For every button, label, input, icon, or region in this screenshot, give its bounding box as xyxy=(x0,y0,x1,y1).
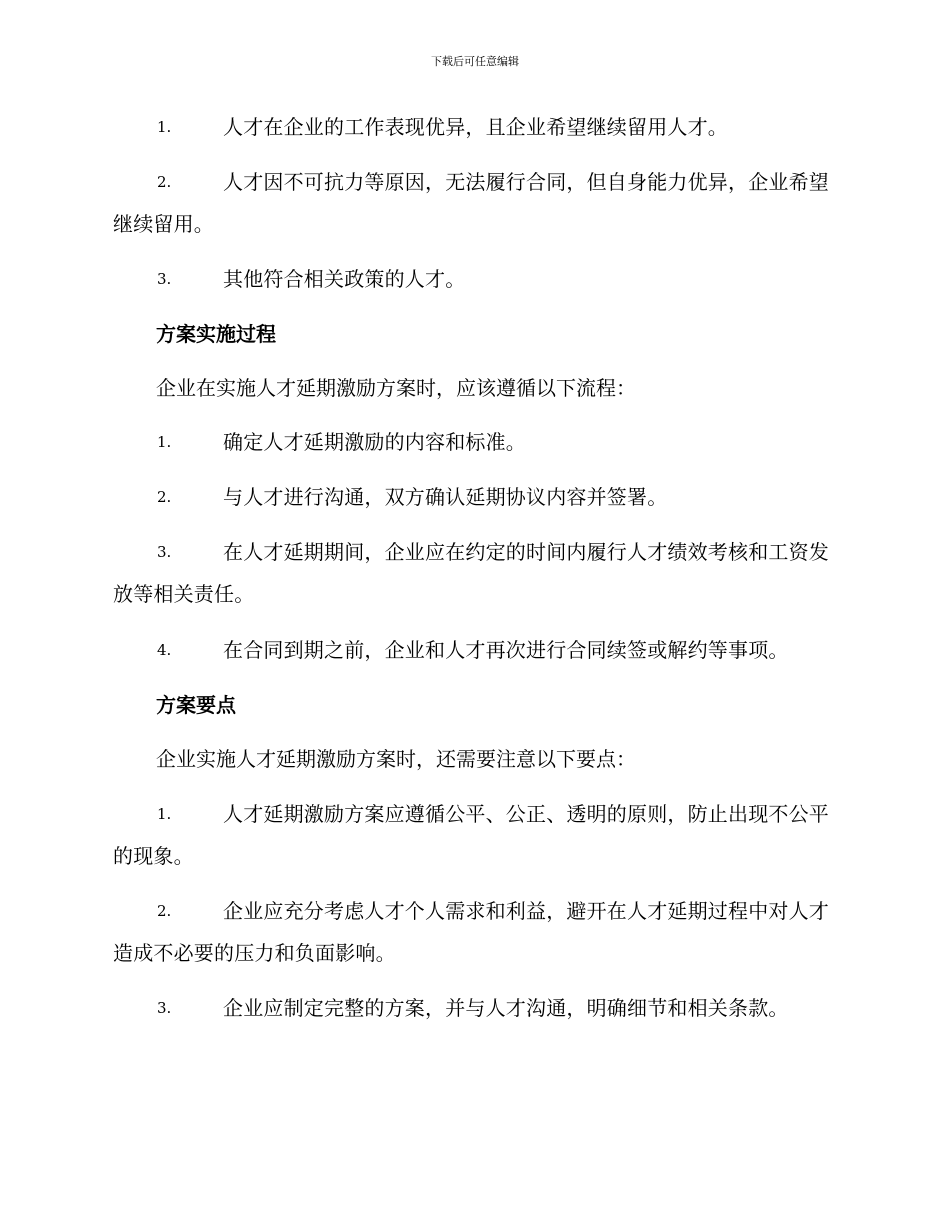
section-intro: 企业实施人才延期激励方案时，还需要注意以下要点： xyxy=(156,747,636,771)
page-header: 下载后可任意编辑 xyxy=(431,55,519,68)
list-number: 3. xyxy=(157,270,172,288)
list-item xyxy=(113,161,838,245)
list-text: 在人才延期期间，企业应在约定的时间内履行人才绩效考核和工资发放等相关责任。 xyxy=(113,540,829,606)
list-number: 1. xyxy=(157,805,172,823)
list-text: 企业应充分考虑人才个人需求和利益，避开在人才延期过程中对人才造成不必要的压力和负面影响。 xyxy=(113,899,829,965)
list-item xyxy=(113,421,838,463)
list-number: 1. xyxy=(157,118,172,136)
list-item xyxy=(113,106,838,148)
list-item xyxy=(113,476,838,518)
list-text: 与人才进行沟通，双方确认延期协议内容并签署。 xyxy=(223,485,668,509)
list-text: 人才因不可抗力等原因，无法履行合同，但自身能力优异，企业希望继续留用。 xyxy=(113,170,829,236)
section-intro: 企业在实施人才延期激励方案时，应该遵循以下流程： xyxy=(156,376,636,400)
list-item xyxy=(113,629,838,671)
section-heading: 方案实施过程 xyxy=(156,322,276,346)
list-number: 1. xyxy=(157,433,172,451)
section-heading: 方案要点 xyxy=(156,693,236,717)
list-number: 4. xyxy=(157,641,172,659)
list-text: 确定人才延期激励的内容和标准。 xyxy=(223,430,526,454)
list-item xyxy=(113,890,838,974)
list-number: 3. xyxy=(157,999,172,1017)
list-text: 人才在企业的工作表现优异，且企业希望继续留用人才。 xyxy=(223,115,728,139)
list-number: 3. xyxy=(157,543,172,561)
list-item xyxy=(113,793,838,877)
list-number: 2. xyxy=(157,488,172,506)
list-number: 2. xyxy=(157,902,172,920)
list-item xyxy=(113,531,838,615)
list-text: 企业应制定完整的方案，并与人才沟通，明确细节和相关条款。 xyxy=(223,996,789,1020)
list-number: 2. xyxy=(157,173,172,191)
list-text: 人才延期激励方案应遵循公平、公正、透明的原则，防止出现不公平的现象。 xyxy=(113,802,829,868)
list-item xyxy=(113,987,838,1029)
list-item xyxy=(113,258,838,300)
list-text: 在合同到期之前，企业和人才再次进行合同续签或解约等事项。 xyxy=(223,638,789,662)
list-text: 其他符合相关政策的人才。 xyxy=(223,267,466,291)
